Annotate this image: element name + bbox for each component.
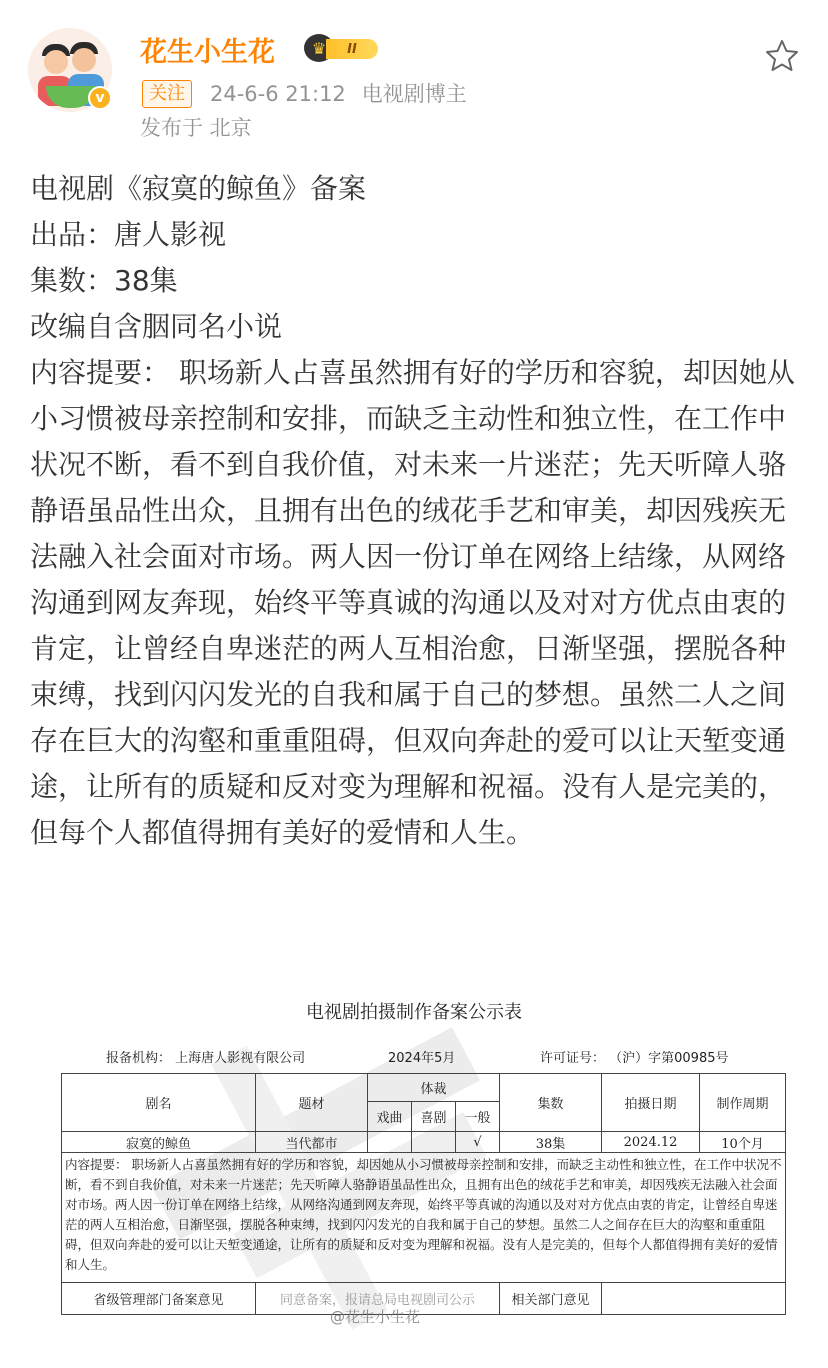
post-line: 出品：唐人影视 — [30, 218, 227, 251]
header-cycle: 制作周期 — [700, 1074, 786, 1132]
post-timestamp: 24-6-6 21:12 — [210, 82, 346, 106]
image-watermark: @花生小生花 — [330, 1308, 421, 1326]
post-header — [0, 0, 828, 150]
header-genre-general: 一般 — [456, 1102, 500, 1132]
cell-name: 寂寞的鲸鱼 — [62, 1132, 256, 1153]
cell-comedy — [412, 1132, 456, 1153]
author-role: 电视剧博主 — [361, 82, 467, 106]
header-genre-opera: 戏曲 — [368, 1102, 412, 1132]
header-genre-comedy: 喜剧 — [412, 1102, 456, 1132]
cell-opera — [368, 1132, 412, 1153]
level-badge[interactable] — [304, 34, 378, 62]
registration-document-image[interactable] — [0, 970, 828, 1368]
follow-button[interactable]: 关注 — [142, 80, 192, 108]
header-genre: 体裁 — [368, 1074, 500, 1102]
cell-episodes: 38集 — [500, 1132, 602, 1153]
header-episodes: 集数 — [500, 1074, 602, 1132]
post-content — [30, 166, 800, 856]
registration-table — [61, 1073, 786, 1315]
post-line: 电视剧《寂寞的鲸鱼》备案 — [30, 172, 367, 205]
level-label: II — [326, 39, 378, 59]
cell-cycle: 10个月 — [700, 1132, 786, 1153]
post-location: 发布于 北京 — [140, 116, 252, 140]
cell-subject: 当代都市 — [256, 1132, 368, 1153]
filing-agency: 报备机构： 上海唐人影视有限公司 — [106, 1051, 306, 1066]
footer-approval: 同意备案，报请总局电视剧司公示 — [256, 1283, 500, 1315]
verified-badge-icon: v — [88, 86, 112, 110]
post-line: 内容提要： 职场新人占喜虽然拥有好的学历和容貌，却因她从小习惯被母亲控制和安排，而缺乏主动性和独立性，在工作中状况不断，看不到自我价值，对未来一片迷茫；先天听障人骆静语虽品性出众，且拥有出色的绒花手艺和审美，却因残疾无法融入社会面对市场。两人因一份订单在网络上结缘，从网络沟通到网友奔现，始终平等真诚的沟通以及对对方优点由衷的肯定，让曾经自卑迷茫的两人互相治愈，日渐坚强，摆脱各种束缚，找到闪闪发光的自我和属于自己的梦想。虽然二人之间存在巨大的沟壑和重重阻碍，但双向奔赴的爱可以让天堑变通途，让所有的质疑和反对变为理解和祝福。没有人是完美的，但每个人都值得拥有美好的爱情和人生。 — [30, 356, 795, 849]
crown-icon: ♛ — [304, 34, 334, 62]
header-name: 剧名 — [62, 1074, 256, 1132]
footer-provincial: 省级管理部门备案意见 — [62, 1283, 256, 1315]
cell-shoot-date: 2024.12 — [602, 1132, 700, 1153]
post-meta — [210, 78, 467, 108]
license-number: 许可证号： （沪）字第00985号 — [540, 1051, 729, 1066]
favorite-star-icon[interactable] — [764, 38, 800, 74]
username[interactable]: 花生小生花 — [140, 37, 275, 68]
summary-cell: 内容提要： 职场新人占喜虽然拥有好的学历和容貌，却因她从小习惯被母亲控制和安排，而缺乏主动性和独立性，在工作中状况不断，看不到自我价值，对未来一片迷茫；先天听障人骆静语虽品性出众，且拥有出色的绒花手艺和审美，却因残疾无法融入社会面对市场。两人因一份订单在网络上结缘，从网络沟通到网友奔现，始终平等真诚的沟通以及对对方优点由衷的肯定，让曾经自卑迷茫的两人互相治愈，日渐坚强，摆脱各种束缚，找到闪闪发光的自我和属于自己的梦想。虽然二人之间存在巨大的沟壑和重重阻碍，但双向奔赴的爱可以让天堑变通途，让所有的质疑和反对变为理解和祝福。没有人是完美的，但每个人都值得拥有美好的爱情和人生。 — [62, 1153, 786, 1283]
header-subject: 题材 — [256, 1074, 368, 1132]
header-shoot-date: 拍摄日期 — [602, 1074, 700, 1132]
filing-date: 2024年5月 — [388, 1051, 456, 1066]
post-line: 改编自含胭同名小说 — [30, 310, 283, 343]
post-line: 集数：38集 — [30, 264, 178, 297]
cell-general: √ — [456, 1132, 500, 1153]
document-title: 电视剧拍摄制作备案公示表 — [306, 1002, 522, 1023]
footer-related: 相关部门意见 — [500, 1283, 602, 1315]
